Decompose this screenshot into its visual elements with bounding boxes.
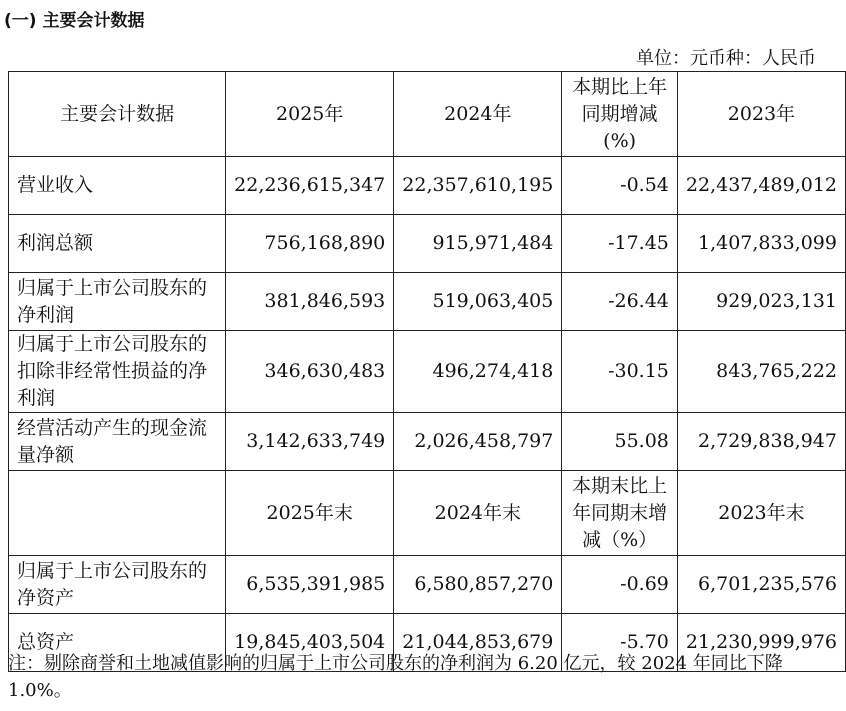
value-2024: 21,044,853,679 (394, 614, 562, 672)
row-label: 经营活动产生的现金流量净额 (9, 413, 226, 471)
value-2025: 756,168,890 (226, 215, 394, 273)
value-2024: 519,063,405 (394, 273, 562, 331)
value-2025: 346,630,483 (226, 331, 394, 413)
value-change: -26.44 (562, 273, 678, 331)
row-label: 归属于上市公司股东的净资产 (9, 556, 226, 614)
value-2024: 2,026,458,797 (394, 413, 562, 471)
value-2025: 381,846,593 (226, 273, 394, 331)
col-header-item: 主要会计数据 (9, 72, 226, 157)
unit-note: 单位：元币种：人民币 (636, 48, 816, 69)
table-row (9, 331, 846, 413)
value-2023: 21,230,999,976 (677, 614, 845, 672)
value-2024: 22,357,610,195 (394, 157, 562, 215)
col-header-change-end: 本期末比上年同期末增减（%） (562, 471, 678, 556)
col-header-blank (9, 471, 226, 556)
value-2024: 6,580,857,270 (394, 556, 562, 614)
row-label: 总资产 (9, 614, 226, 672)
value-change: 55.08 (562, 413, 678, 471)
section-title: (一) 主要会计数据 (4, 11, 145, 31)
value-2023: 929,023,131 (677, 273, 845, 331)
col-header-2023: 2023年 (677, 72, 845, 157)
col-header-2025-end: 2025年末 (226, 471, 394, 556)
table-row (9, 157, 846, 215)
value-2024: 496,274,418 (394, 331, 562, 413)
value-2023: 6,701,235,576 (677, 556, 845, 614)
value-2025: 19,845,403,504 (226, 614, 394, 672)
footnote: 注：剔除商誉和土地减值影响的归属于上市公司股东的净利润为 6.20 亿元，较 2024 年同比下降 1.0%。 (8, 653, 783, 701)
value-2025: 3,142,633,749 (226, 413, 394, 471)
col-header-2023-end: 2023年末 (677, 471, 845, 556)
table-row (9, 273, 846, 331)
value-2023: 1,407,833,099 (677, 215, 845, 273)
value-change: -0.54 (562, 157, 678, 215)
value-change: -30.15 (562, 331, 678, 413)
value-change: -0.69 (562, 556, 678, 614)
row-label: 利润总额 (9, 215, 226, 273)
value-2023: 2,729,838,947 (677, 413, 845, 471)
value-2025: 6,535,391,985 (226, 556, 394, 614)
value-change: -17.45 (562, 215, 678, 273)
accounting-data-table (8, 71, 846, 672)
row-label: 营业收入 (9, 157, 226, 215)
table-header-row (9, 72, 846, 157)
col-header-2024-end: 2024年末 (394, 471, 562, 556)
table-subheader-row (9, 471, 846, 556)
value-2024: 915,971,484 (394, 215, 562, 273)
table-row (9, 215, 846, 273)
row-label: 归属于上市公司股东的扣除非经常性损益的净利润 (9, 331, 226, 413)
value-2025: 22,236,615,347 (226, 157, 394, 215)
table-row (9, 413, 846, 471)
table-row (9, 556, 846, 614)
value-2023: 843,765,222 (677, 331, 845, 413)
value-2023: 22,437,489,012 (677, 157, 845, 215)
row-label: 归属于上市公司股东的净利润 (9, 273, 226, 331)
value-change: -5.70 (562, 614, 678, 672)
col-header-2024: 2024年 (394, 72, 562, 157)
col-header-change: 本期比上年同期增减(%) (562, 72, 678, 157)
col-header-2025: 2025年 (226, 72, 394, 157)
